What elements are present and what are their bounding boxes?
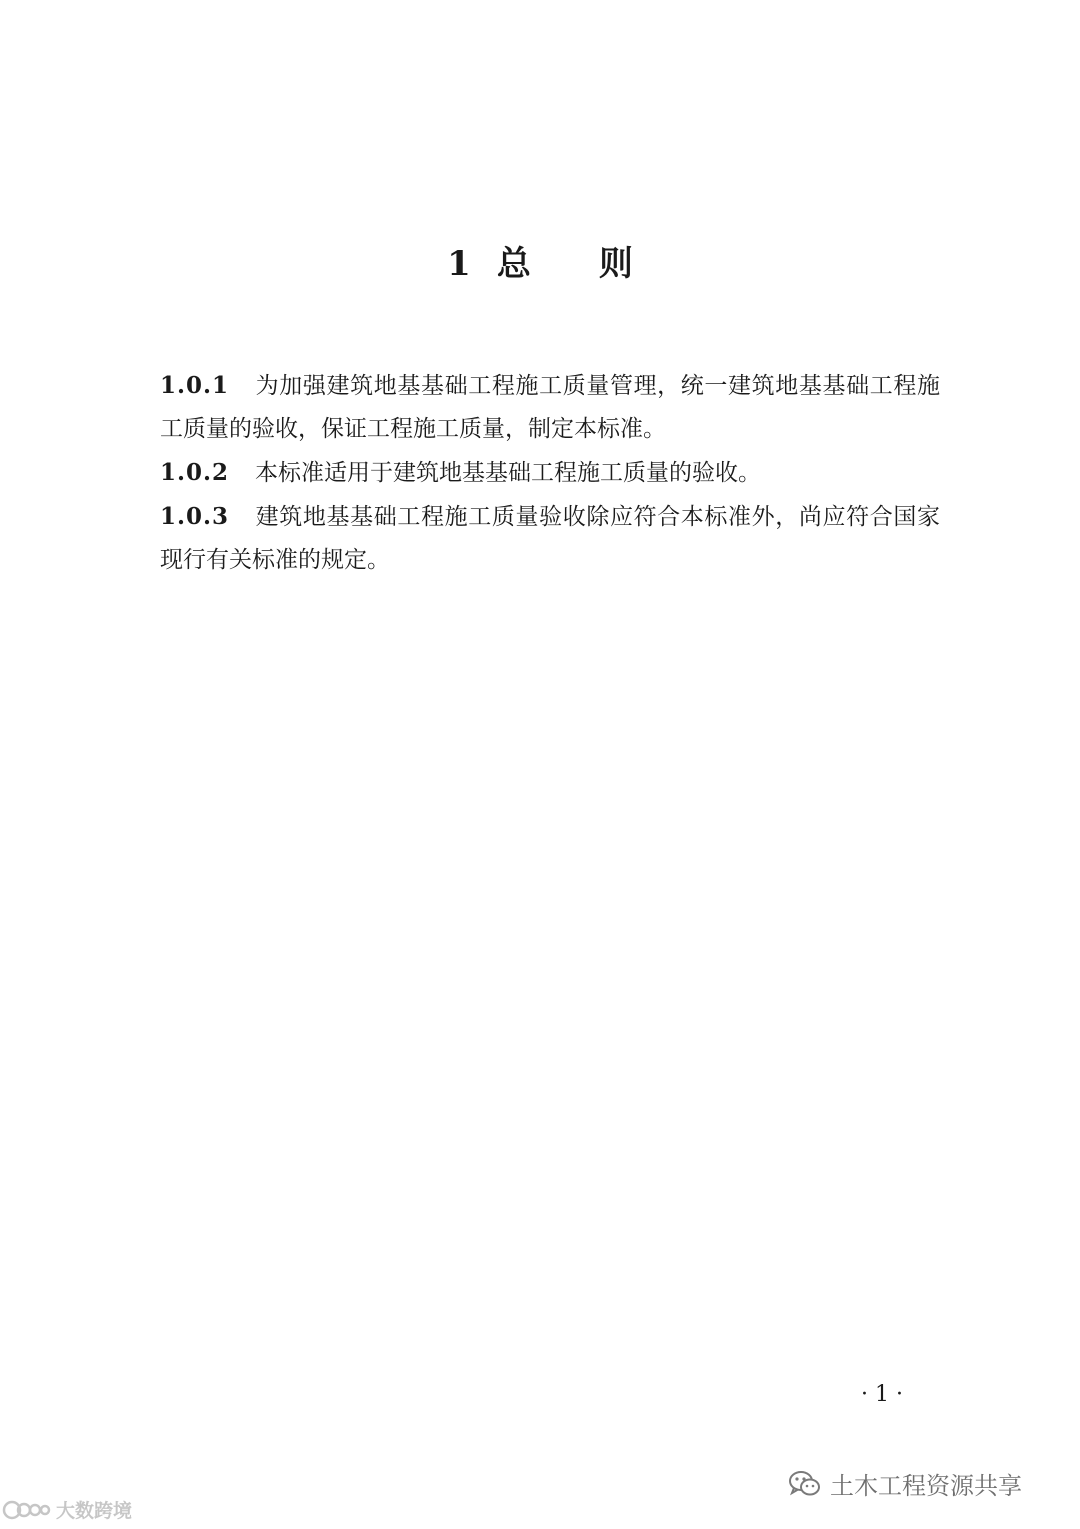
chapter-title-text: 总则 xyxy=(496,244,701,284)
logo-icon xyxy=(2,1498,52,1522)
page-number: · 1 · xyxy=(861,1382,903,1407)
clause-1-0-2 xyxy=(160,451,940,495)
clause-number: 1.0.3 xyxy=(160,503,230,530)
clause-1-0-3 xyxy=(160,495,940,582)
clause-text: 本标准适用于建筑地基基础工程施工质量的验收。 xyxy=(255,460,762,486)
footer-account-name: 土木工程资源共享 xyxy=(830,1472,1022,1500)
wechat-icon xyxy=(788,1469,822,1499)
watermark-text: 大数跨境 xyxy=(56,1500,133,1522)
clause-number: 1.0.1 xyxy=(160,372,230,399)
clause-text: 建筑地基基础工程施工质量验收除应符合本标准外，尚应符合国家现行有关标准的规定。 xyxy=(160,504,940,573)
clause-1-0-1 xyxy=(160,364,940,451)
chapter-number: 1 xyxy=(447,244,471,284)
clause-list xyxy=(160,364,940,582)
watermark xyxy=(2,1496,132,1523)
clause-number: 1.0.2 xyxy=(160,459,230,486)
footer-account xyxy=(788,1466,1022,1501)
chapter-title xyxy=(0,236,1080,292)
clause-text: 为加强建筑地基基础工程施工质量管理，统一建筑地基基础工程施工质量的验收，保证工程施工质量，制定本标准。 xyxy=(160,373,940,442)
